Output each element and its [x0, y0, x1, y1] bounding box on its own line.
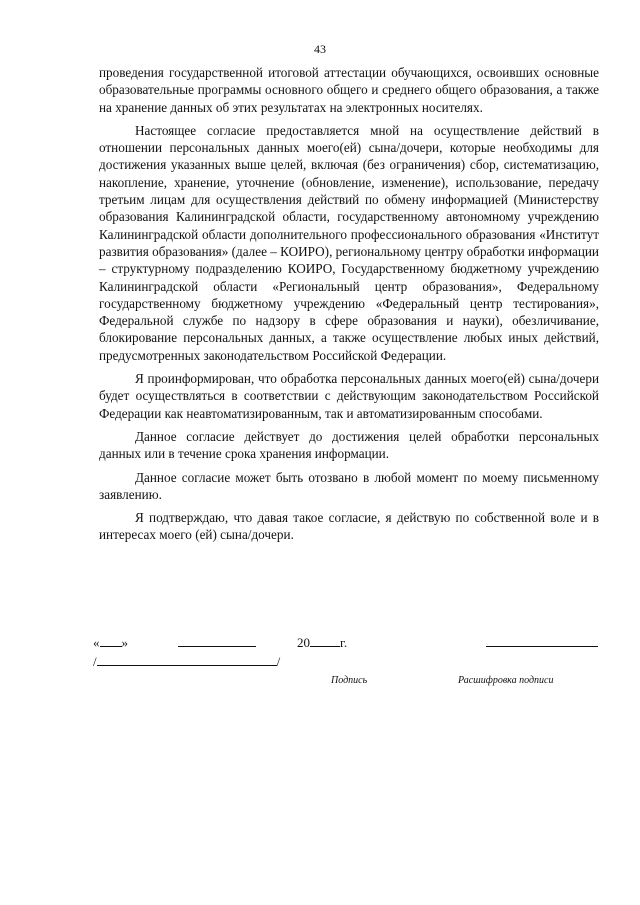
quote-close: » — [121, 635, 128, 650]
name-blank-line — [97, 653, 277, 666]
caption-signature: Подпись — [331, 675, 368, 686]
page-number: 43 — [314, 42, 326, 56]
date-day-field — [93, 634, 128, 651]
slash-close: / — [276, 654, 281, 669]
year-suffix: г. — [340, 635, 348, 650]
signature-blank-line — [486, 634, 598, 647]
year-prefix: 20 — [297, 635, 310, 650]
caption-decoding: Расшифровка подписи — [458, 675, 554, 686]
paragraph-confirmation: Я подтверждаю, что давая такое согласие, я действую по собственной воле и в интересах моего (ей) сына/дочери. — [99, 510, 599, 543]
quote-open: « — [93, 635, 100, 650]
paragraph-informed: Я проинформирован, что обработка персональных данных моего(ей) сына/дочери будет осуществляться в соответствии с действующим законодательством Российской Федерации как неавтоматизированным, так и автоматизированным способами. — [99, 371, 599, 421]
paragraph-consent-scope: Настоящее согласие предоставляется мной на осуществление действий в отношении персональных данных моего(ей) сына/дочери, которые необходимы для достижения указанных выше целей, включая (без ограничения) сбор, систематизацию, накопление, хранение, уточнение (обновление, изменение), использование, передачу третьим лицам для осуществления действий по обмену информацией (Министерству образования Калининградской области, государственному автономному учреждению Калининградской области дополнительного профессионального образования «Институт развития образования» (далее – КОИРО), региональному центру обработки информации – структурному подразделению КОИРО, Государственному бюджетному учреждению Калининградской области «Региональный центр образования», Федеральному государственному бюджетному учреждению «Федеральный центр тестирования», Федеральной службе по надзору в сфере образования и науки), обезличивание, блокирование персональных данных, а также осуществление любых иных действий, предусмотренных законодательством Российской Федерации. — [99, 122, 599, 363]
month-blank-line — [178, 634, 256, 647]
paragraph-validity: Данное согласие действует до достижения целей обработки персональных данных или в течение срока хранения информации. — [99, 428, 599, 462]
date-month-field — [178, 634, 256, 651]
paragraph-revocation: Данное согласие может быть отозвано в любой момент по моему письменному заявлению. — [99, 469, 599, 502]
signature-field — [486, 634, 598, 651]
document-body — [99, 64, 599, 550]
date-year-field — [297, 634, 347, 651]
paragraph-continuation: проведения государственной итоговой аттестации обучающихся, освоивших основные образовательные программы основного общего и среднего общего образования, а также на хранение данных об этих результатах на электронных носителях. — [99, 65, 599, 115]
day-blank-line — [100, 634, 122, 647]
name-decoding-field — [93, 653, 280, 670]
year-blank-line — [310, 634, 340, 647]
slash-open: / — [93, 654, 97, 669]
